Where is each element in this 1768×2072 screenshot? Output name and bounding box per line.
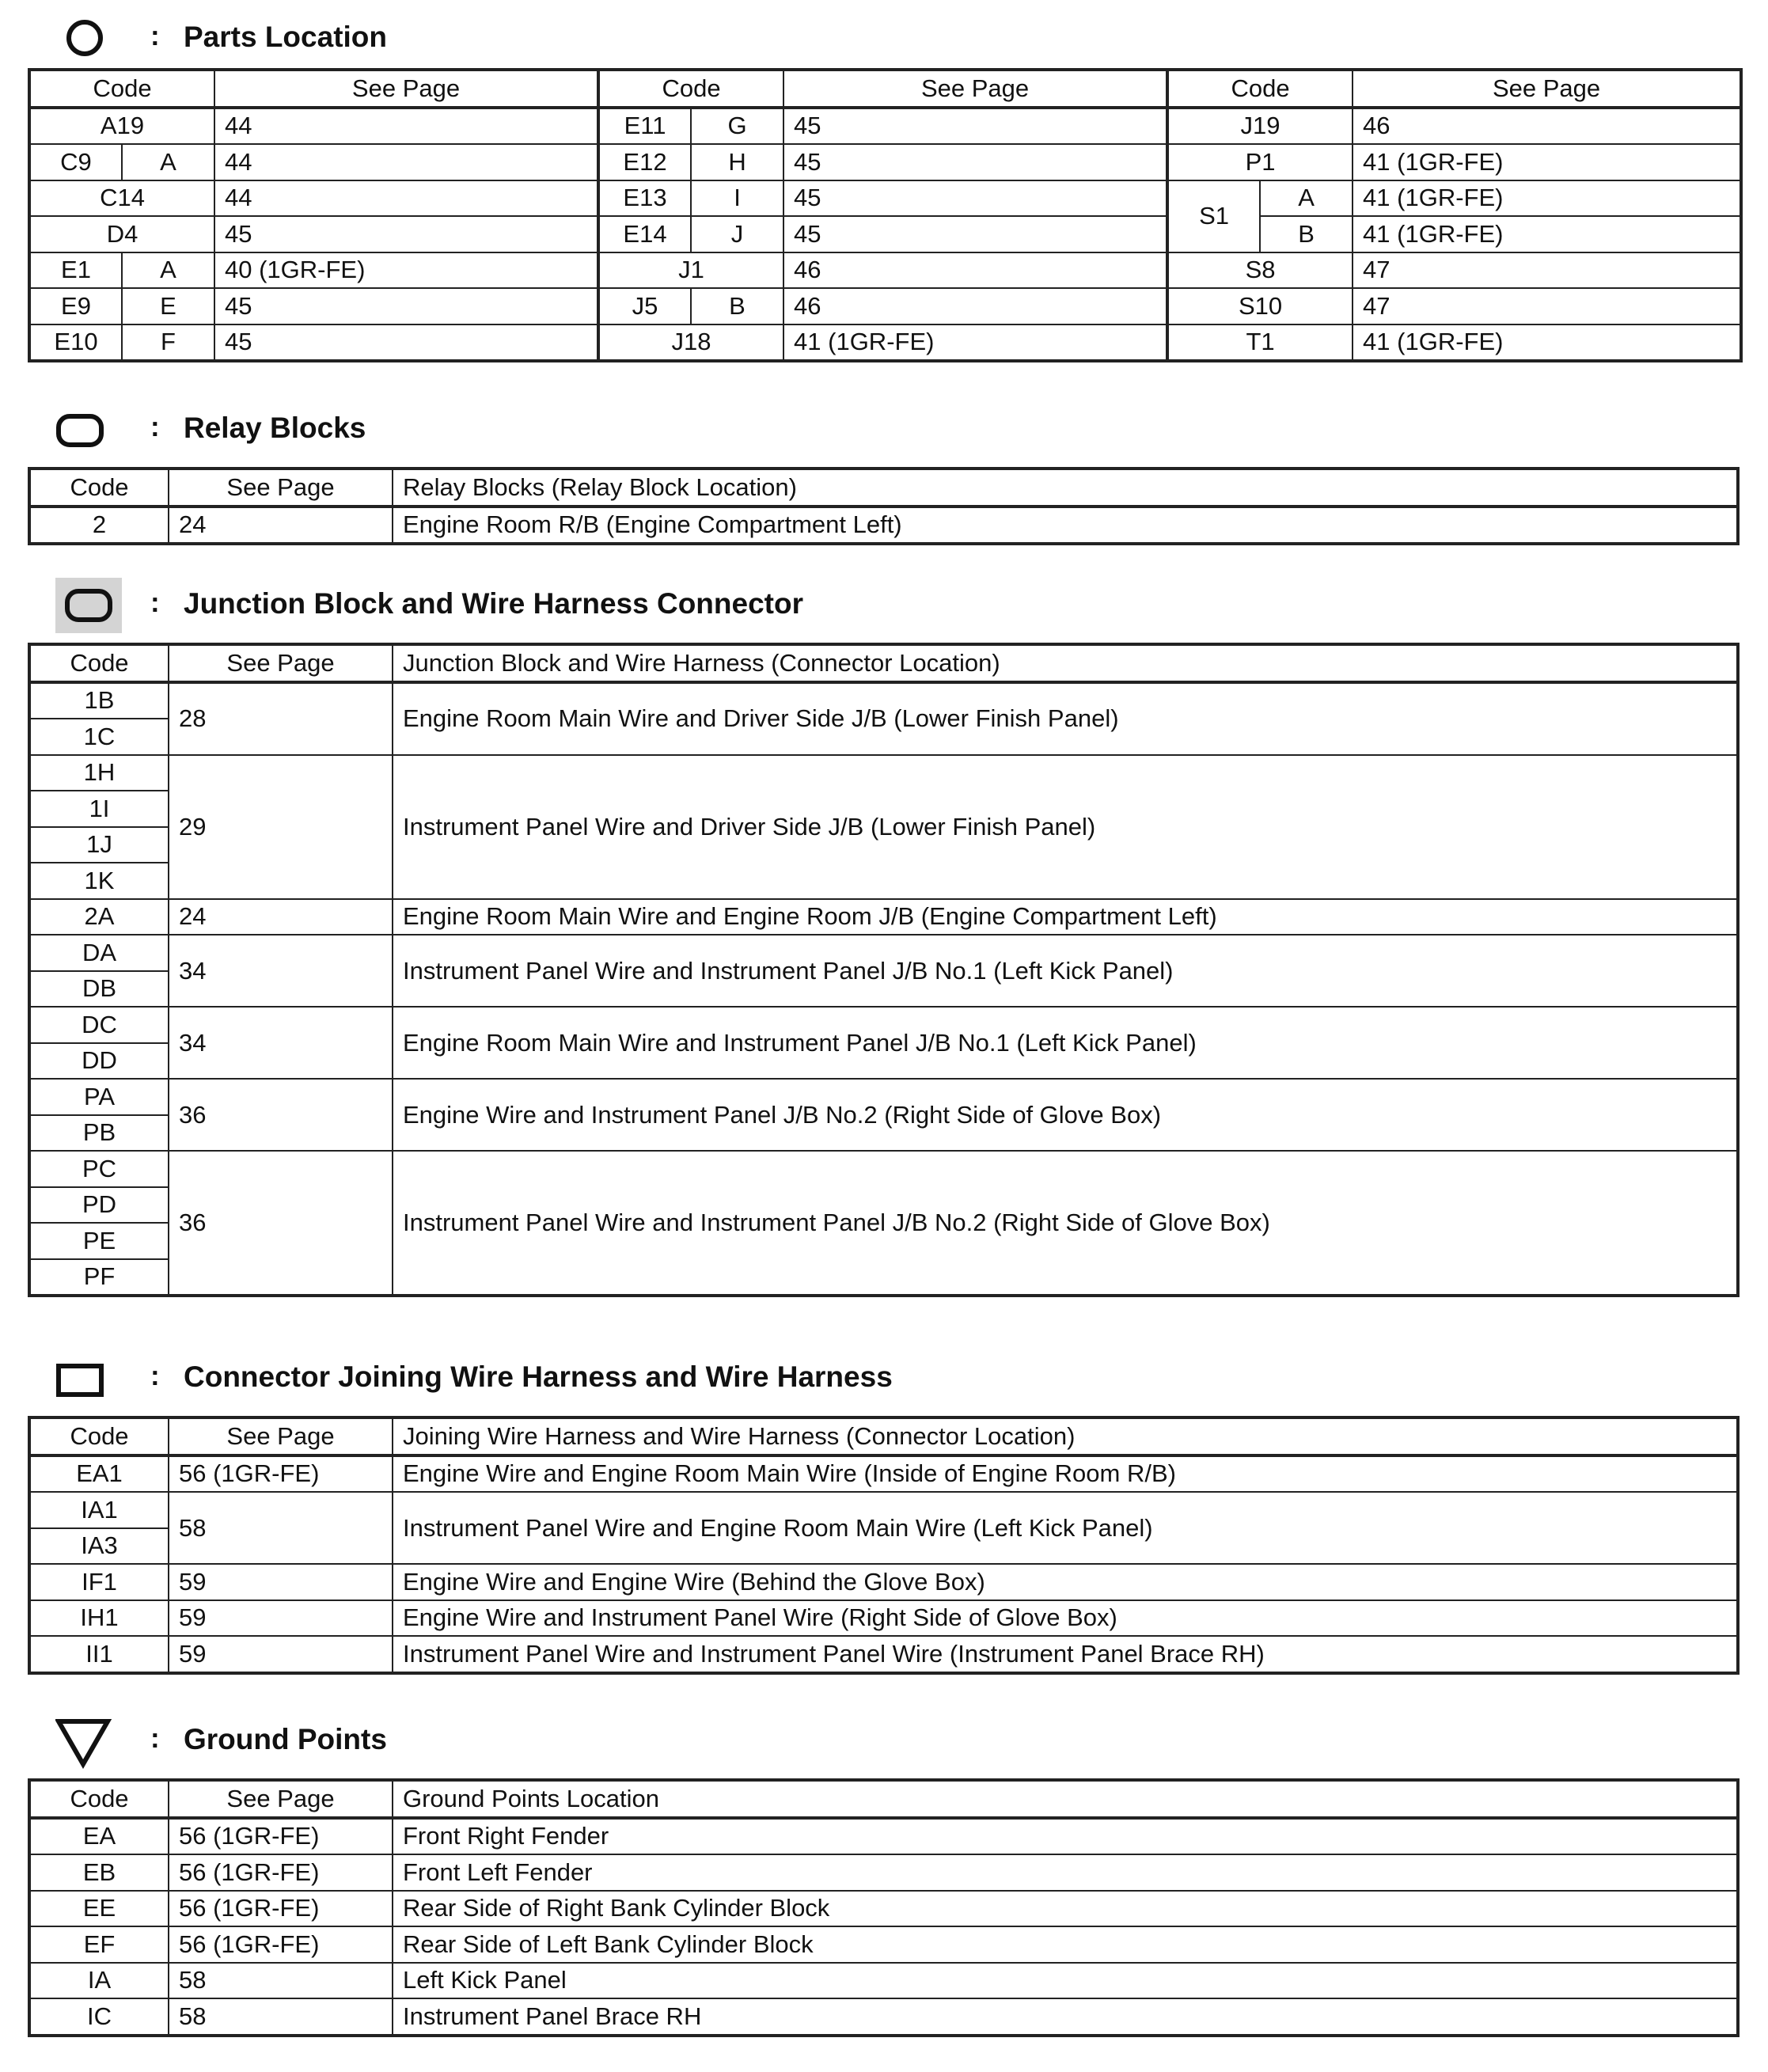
code-cell: IA1 xyxy=(29,1492,169,1528)
code-cell: EA xyxy=(29,1818,169,1855)
page-cell: 47 xyxy=(1353,288,1741,324)
code-cell: 1K xyxy=(29,863,169,899)
description-cell: Left Kick Panel xyxy=(393,1963,1738,1999)
page-cell: 34 xyxy=(169,1007,393,1079)
description-cell: Instrument Panel Wire and Engine Room Main Wire (Left Kick Panel) xyxy=(393,1492,1738,1564)
code-cell: J1 xyxy=(598,252,783,289)
code-cell: E10 xyxy=(29,324,122,362)
description-cell: Engine Wire and Engine Room Main Wire (Inside of Engine Room R/B) xyxy=(393,1455,1738,1493)
table-row xyxy=(29,1854,1738,1891)
code-cell: C14 xyxy=(29,180,214,217)
page-cell: 44 xyxy=(214,108,598,145)
section-ground-points: : Ground Points xyxy=(0,1713,1768,1769)
page-cell: 24 xyxy=(169,899,393,935)
sub-code-cell: J xyxy=(691,216,783,252)
code-cell: E1 xyxy=(29,252,122,289)
code-cell: 2 xyxy=(29,507,169,545)
table-row xyxy=(29,1492,1738,1528)
page-cell: 45 xyxy=(783,144,1167,180)
page-cell: 45 xyxy=(214,288,598,324)
header-description: Junction Block and Wire Harness (Connector Location) xyxy=(393,644,1738,682)
code-cell: C9 xyxy=(29,144,122,180)
code-cell: 2A xyxy=(29,899,169,935)
section-title: Relay Blocks xyxy=(184,412,366,444)
code-cell: EE xyxy=(29,1891,169,1927)
code-cell: IH1 xyxy=(29,1600,169,1637)
connector-joining-table xyxy=(28,1416,1740,1675)
sub-code-cell: A xyxy=(122,144,214,180)
section-junction-block: : Junction Block and Wire Harness Connector xyxy=(0,578,1768,633)
table-row xyxy=(29,899,1738,935)
code-cell: 1C xyxy=(29,719,169,755)
code-cell: P1 xyxy=(1167,144,1353,180)
ground-points-table xyxy=(28,1778,1740,2037)
page-cell: 59 xyxy=(169,1600,393,1637)
code-cell: PA xyxy=(29,1079,169,1115)
description-cell: Engine Room Main Wire and Driver Side J/B (Lower Finish Panel) xyxy=(393,682,1738,755)
page-cell: 46 xyxy=(783,252,1167,289)
sub-code-cell: F xyxy=(122,324,214,362)
code-cell: IA3 xyxy=(29,1528,169,1565)
code-cell: PD xyxy=(29,1187,169,1224)
page-cell: 41 (1GR-FE) xyxy=(1353,144,1741,180)
table-row xyxy=(29,1963,1738,1999)
code-cell: E14 xyxy=(598,216,691,252)
table-row xyxy=(29,1079,1738,1115)
page-cell: 59 xyxy=(169,1564,393,1600)
table-row xyxy=(29,755,1738,791)
header-description: Ground Points Location xyxy=(393,1780,1738,1818)
code-cell: IC xyxy=(29,1998,169,2036)
header-see-page: See Page xyxy=(1353,70,1741,108)
code-cell: J19 xyxy=(1167,108,1353,145)
code-cell: DD xyxy=(29,1043,169,1080)
shaded-rounded-rectangle-icon xyxy=(55,578,127,633)
header-code: Code xyxy=(29,644,169,682)
section-relay-blocks: : Relay Blocks xyxy=(0,402,1768,457)
header-see-page: See Page xyxy=(169,469,393,507)
header-code: Code xyxy=(29,1780,169,1818)
section-title: Connector Joining Wire Harness and Wire Harness xyxy=(184,1360,893,1393)
table-row xyxy=(29,180,1741,217)
code-cell: J18 xyxy=(598,324,783,362)
page-cell: 58 xyxy=(169,1963,393,1999)
relay-blocks-table xyxy=(28,467,1740,545)
page-cell: 56 (1GR-FE) xyxy=(169,1891,393,1927)
page-cell: 45 xyxy=(214,324,598,362)
triangle-down-icon xyxy=(55,1713,127,1769)
description-cell: Instrument Panel Brace RH xyxy=(393,1998,1738,2036)
description-cell: Engine Wire and Instrument Panel J/B No.2 (Right Side of Glove Box) xyxy=(393,1079,1738,1151)
header-code: Code xyxy=(29,70,214,108)
page-cell: 45 xyxy=(214,216,598,252)
code-cell: E11 xyxy=(598,108,691,145)
header-code: Code xyxy=(1167,70,1353,108)
table-row xyxy=(29,1564,1738,1600)
description-cell: Rear Side of Right Bank Cylinder Block xyxy=(393,1891,1738,1927)
circle-icon xyxy=(55,11,127,66)
page-cell: 45 xyxy=(783,180,1167,217)
code-cell: II1 xyxy=(29,1636,169,1673)
code-cell: J5 xyxy=(598,288,691,324)
description-cell: Engine Wire and Instrument Panel Wire (Right Side of Glove Box) xyxy=(393,1600,1738,1637)
page-cell: 29 xyxy=(169,755,393,899)
section-title: Parts Location xyxy=(184,21,387,53)
page-cell: 28 xyxy=(169,682,393,755)
sub-code-cell: A xyxy=(1260,180,1353,217)
code-cell: D4 xyxy=(29,216,214,252)
code-cell: EF xyxy=(29,1926,169,1963)
parts-location-table xyxy=(28,68,1743,362)
page-cell: 41 (1GR-FE) xyxy=(1353,324,1741,362)
rounded-rectangle-icon xyxy=(55,402,127,457)
sub-code-cell: A xyxy=(122,252,214,289)
code-cell: T1 xyxy=(1167,324,1353,362)
header-description: Joining Wire Harness and Wire Harness (Connector Location) xyxy=(393,1417,1738,1455)
page-cell: 47 xyxy=(1353,252,1741,289)
description-cell: Front Left Fender xyxy=(393,1854,1738,1891)
code-cell: EA1 xyxy=(29,1455,169,1493)
table-row xyxy=(29,288,1741,324)
page-cell: 58 xyxy=(169,1998,393,2036)
description-cell: Instrument Panel Wire and Instrument Panel J/B No.1 (Left Kick Panel) xyxy=(393,935,1738,1007)
page-cell: 36 xyxy=(169,1151,393,1296)
description-cell: Instrument Panel Wire and Instrument Panel Wire (Instrument Panel Brace RH) xyxy=(393,1636,1738,1673)
page-cell: 56 (1GR-FE) xyxy=(169,1818,393,1855)
code-cell: DA xyxy=(29,935,169,971)
header-see-page: See Page xyxy=(169,1780,393,1818)
code-cell: A19 xyxy=(29,108,214,145)
table-row xyxy=(29,1636,1738,1673)
page-cell: 34 xyxy=(169,935,393,1007)
table-row xyxy=(29,108,1741,145)
page-cell: 59 xyxy=(169,1636,393,1673)
sub-code-cell: E xyxy=(122,288,214,324)
page-cell: 56 (1GR-FE) xyxy=(169,1926,393,1963)
description-cell: Instrument Panel Wire and Instrument Panel J/B No.2 (Right Side of Glove Box) xyxy=(393,1151,1738,1296)
page-cell: 56 (1GR-FE) xyxy=(169,1854,393,1891)
table-row xyxy=(29,216,1741,252)
section-title: Junction Block and Wire Harness Connector xyxy=(184,587,803,620)
code-cell: IA xyxy=(29,1963,169,1999)
table-row xyxy=(29,1926,1738,1963)
header-see-page: See Page xyxy=(214,70,598,108)
sub-code-cell: I xyxy=(691,180,783,217)
page-cell: 45 xyxy=(783,108,1167,145)
code-cell: 1J xyxy=(29,827,169,863)
sub-code-cell: G xyxy=(691,108,783,145)
page-cell: 46 xyxy=(1353,108,1741,145)
table-row xyxy=(29,324,1741,362)
code-cell: 1B xyxy=(29,682,169,719)
code-cell: 1H xyxy=(29,755,169,791)
code-cell: 1I xyxy=(29,791,169,827)
table-row xyxy=(29,507,1738,545)
code-cell: S10 xyxy=(1167,288,1353,324)
description-cell: Engine Room Main Wire and Instrument Panel J/B No.1 (Left Kick Panel) xyxy=(393,1007,1738,1079)
code-cell: PC xyxy=(29,1151,169,1187)
header-see-page: See Page xyxy=(783,70,1167,108)
rectangle-icon xyxy=(55,1351,127,1406)
header-see-page: See Page xyxy=(169,1417,393,1455)
table-row xyxy=(29,682,1738,719)
page-cell: 58 xyxy=(169,1492,393,1564)
section-connector-joining: : Connector Joining Wire Harness and Wire Harness xyxy=(0,1351,1768,1406)
header-description: Relay Blocks (Relay Block Location) xyxy=(393,469,1738,507)
page-cell: 44 xyxy=(214,180,598,217)
code-cell: S1 xyxy=(1167,180,1260,252)
code-cell: IF1 xyxy=(29,1564,169,1600)
page-cell: 41 (1GR-FE) xyxy=(1353,216,1741,252)
header-see-page: See Page xyxy=(169,644,393,682)
section-title: Ground Points xyxy=(184,1723,387,1755)
code-cell: E12 xyxy=(598,144,691,180)
code-cell: PE xyxy=(29,1223,169,1259)
page-cell: 41 (1GR-FE) xyxy=(1353,180,1741,217)
sub-code-cell: B xyxy=(1260,216,1353,252)
table-row xyxy=(29,1891,1738,1927)
section-parts-location: : Parts Location xyxy=(0,11,1768,66)
description-cell: Rear Side of Left Bank Cylinder Block xyxy=(393,1926,1738,1963)
table-row xyxy=(29,1818,1738,1855)
page-cell: 56 (1GR-FE) xyxy=(169,1455,393,1493)
table-row xyxy=(29,1600,1738,1637)
table-row xyxy=(29,935,1738,971)
page-cell: 44 xyxy=(214,144,598,180)
junction-block-table xyxy=(28,643,1740,1297)
code-cell: DC xyxy=(29,1007,169,1043)
description-cell: Engine Room R/B (Engine Compartment Left) xyxy=(393,507,1738,545)
table-row xyxy=(29,1455,1738,1493)
code-cell: E13 xyxy=(598,180,691,217)
table-row xyxy=(29,1998,1738,2036)
header-code: Code xyxy=(598,70,783,108)
sub-code-cell: H xyxy=(691,144,783,180)
table-row xyxy=(29,252,1741,289)
code-cell: PB xyxy=(29,1115,169,1152)
page-cell: 24 xyxy=(169,507,393,545)
code-cell: E9 xyxy=(29,288,122,324)
page-cell: 45 xyxy=(783,216,1167,252)
code-cell: PF xyxy=(29,1259,169,1296)
page-cell: 41 (1GR-FE) xyxy=(783,324,1167,362)
page-cell: 40 (1GR-FE) xyxy=(214,252,598,289)
code-cell: DB xyxy=(29,971,169,1008)
table-row xyxy=(29,1007,1738,1043)
table-row xyxy=(29,144,1741,180)
description-cell: Front Right Fender xyxy=(393,1818,1738,1855)
code-cell: S8 xyxy=(1167,252,1353,289)
page-cell: 36 xyxy=(169,1079,393,1151)
description-cell: Engine Room Main Wire and Engine Room J/B (Engine Compartment Left) xyxy=(393,899,1738,935)
description-cell: Engine Wire and Engine Wire (Behind the Glove Box) xyxy=(393,1564,1738,1600)
table-row xyxy=(29,1151,1738,1187)
page-cell: 46 xyxy=(783,288,1167,324)
code-cell: EB xyxy=(29,1854,169,1891)
description-cell: Instrument Panel Wire and Driver Side J/B (Lower Finish Panel) xyxy=(393,755,1738,899)
sub-code-cell: B xyxy=(691,288,783,324)
header-code: Code xyxy=(29,1417,169,1455)
header-code: Code xyxy=(29,469,169,507)
